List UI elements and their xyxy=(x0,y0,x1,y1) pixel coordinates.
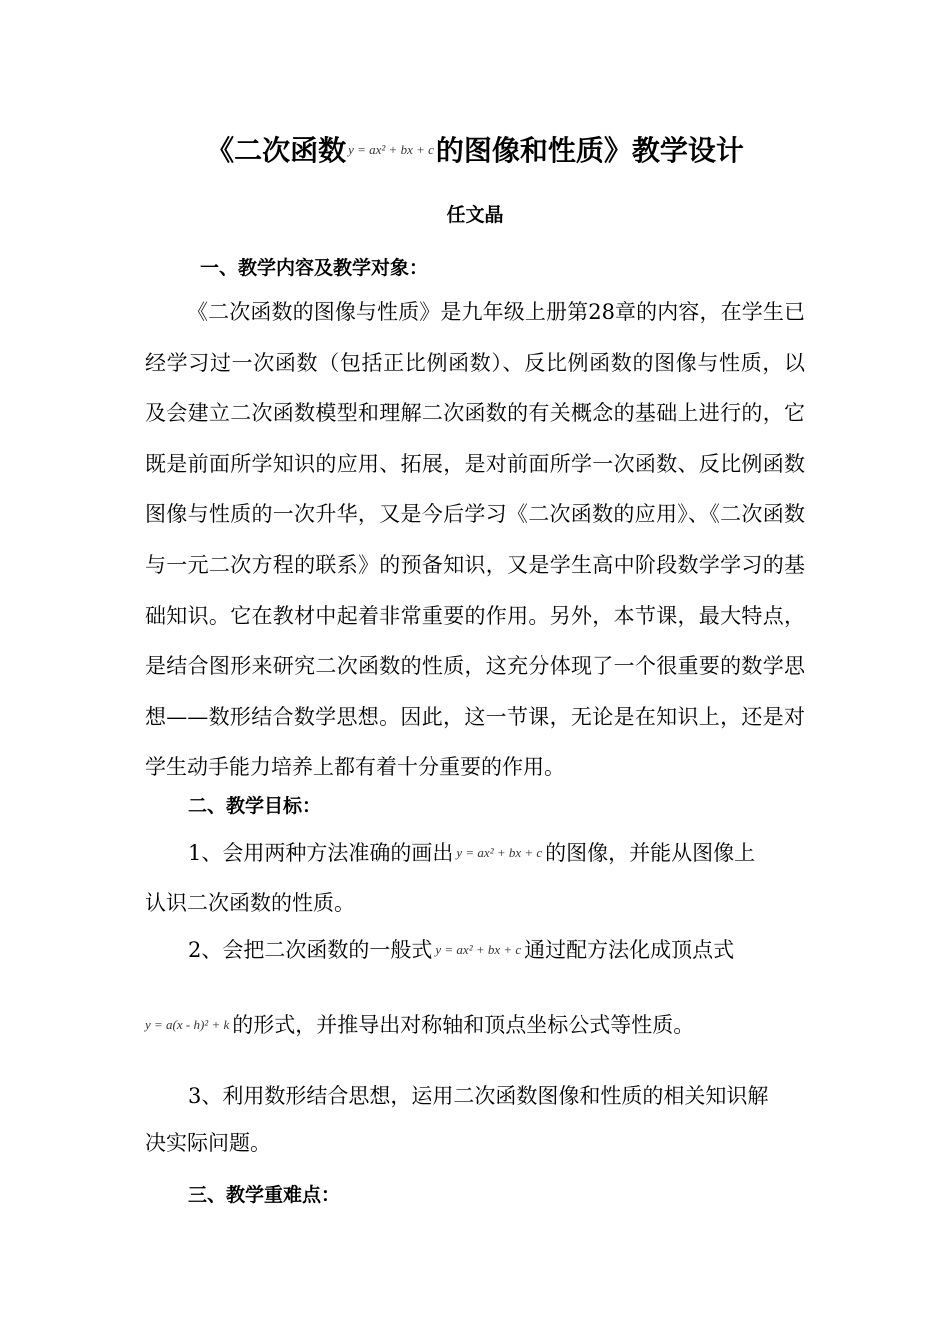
goal2-line2-text: 的形式，并推导出对称轴和顶点坐标公式等性质。 xyxy=(232,1013,695,1037)
section2-heading: 二、教学目标： xyxy=(188,795,322,817)
goal3-line1: 3、利用数形结合思想，运用二次函数图像和性质的相关知识解 xyxy=(188,1084,769,1108)
goal2-line2 xyxy=(145,1010,694,1040)
goal1-formula: y = ax² + bx + c xyxy=(456,845,543,860)
goal3-line2: 决实际问题。 xyxy=(145,1131,271,1155)
title-prefix: 《二次函数 xyxy=(206,134,347,167)
section3-heading: 三、教学重难点： xyxy=(188,1184,341,1206)
goal1-prefix: 1、会用两种方法准确的画出 xyxy=(188,841,454,865)
goal2-vertex-formula: y = a(x - h)² + k xyxy=(145,1017,230,1032)
document-title xyxy=(0,130,950,171)
title-suffix: 的图像和性质》教学设计 xyxy=(435,134,744,167)
goal2-suffix: 通过配方法化成顶点式 xyxy=(524,938,735,962)
goal1-line2: 认识二次函数的性质。 xyxy=(145,891,355,915)
author-name: 任文晶 xyxy=(446,204,504,226)
section1-heading: 一、教学内容及教学对象： xyxy=(200,257,429,279)
goal2-prefix: 2、会把二次函数的一般式 xyxy=(188,938,433,962)
goal1-suffix: 的图像，并能从图像上 xyxy=(545,841,756,865)
goal1-line1 xyxy=(188,838,755,868)
goal2-formula: y = ax² + bx + c xyxy=(435,942,522,957)
title-formula: y = ax² + bx + c xyxy=(348,142,434,157)
section1-paragraph: 《二次函数的图像与性质》是九年级上册第28章的内容，在学生已经学习过一次函数（包括正比例函数）、反比例函数的图像与性质，以及会建立二次函数模型和理解二次函数的有关概念的基础上进行的，它既是前面所学知识的应用、拓展，是对前面所学一次函数、反比例函数图像与性质的一次升华，又是今后学习《二次函数的应用》、《二次函数与一元二次方程的联系》的预备知识，又是学生高中阶段数学学习的基础知识。它在教材中起着非常重要的作用。另外，本节课，最大特点，是结合图形来研究二次函数的性质，这充分体现了一个很重要的数学思想——数形结合数学思想。因此，这一节课，无论是在知识上，还是对学生动手能力培养上都有着十分重要的作用。 xyxy=(145,300,805,780)
goal2-line1 xyxy=(188,935,734,965)
